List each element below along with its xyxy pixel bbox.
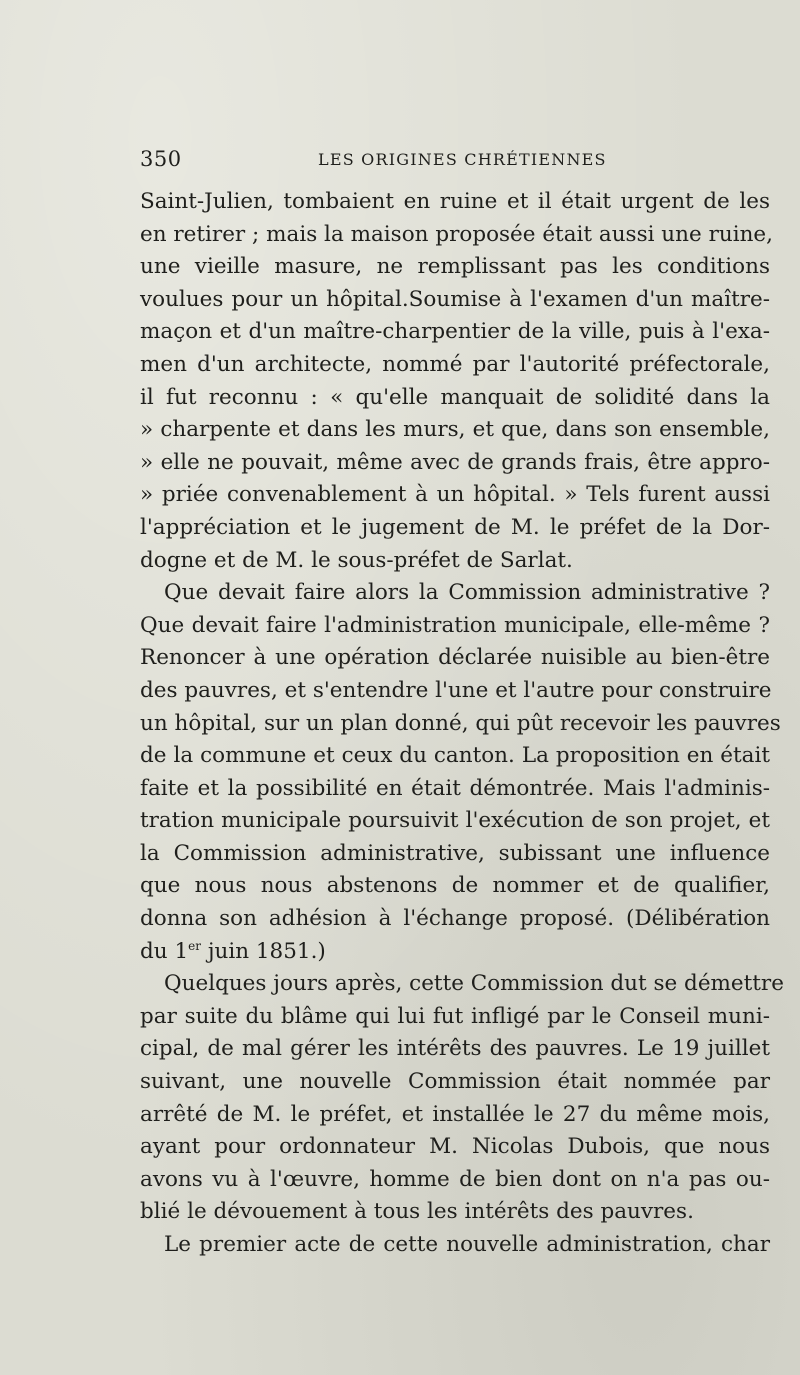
text-line: voulues pour un hôpital.Soumise à l'examen d'un maître- (140, 286, 770, 312)
text-line: l'appréciation et le jugement de M. le préfet de la Dor- (140, 514, 770, 540)
text-line: donna son adhésion à l'échange proposé. (Délibération (140, 906, 770, 932)
text-line: men d'un architecte, nommé par l'autorité préfectorale, (140, 351, 770, 377)
text-line: blié le dévouement à tous les intérêts des pauvres. (140, 1199, 694, 1225)
text-line: avons vu à l'œuvre, homme de bien dont on n'a pas ou- (140, 1166, 770, 1192)
text-line: » elle ne pouvait, même avec de grands frais, être appro- (140, 449, 770, 475)
date-prefix: du 1 (140, 938, 189, 964)
text-line: cipal, de mal gérer les intérêts des pauvres. Le 19 juillet (140, 1036, 770, 1062)
page-number: 350 (140, 147, 182, 171)
text-line: des pauvres, et s'entendre l'une et l'autre pour construire (140, 677, 772, 703)
text-line: ayant pour ordonnateur M. Nicolas Dubois, que nous (140, 1134, 770, 1160)
ordinal-superscript: er (188, 938, 201, 953)
text-line: maçon et d'un maître-charpentier de la ville, puis à l'exa- (140, 319, 770, 345)
text-line: Renoncer à une opération déclarée nuisible au bien-être (140, 645, 770, 671)
text-line: Quelques jours après, cette Commission dut se démettre (164, 971, 784, 997)
text-line (140, 936, 770, 969)
text-line: suivant, une nouvelle Commission était nommée par (140, 1069, 770, 1095)
text-line: » priée convenablement à un hôpital. » Tels furent aussi (140, 482, 770, 508)
running-head (140, 147, 770, 177)
text-line: en retirer ; mais la maison proposée était aussi une ruine, (140, 221, 773, 247)
text-line: Le premier acte de cette nouvelle administration, char (164, 1232, 770, 1257)
text-line: Que devait faire alors la Commission administrative ? (164, 580, 770, 606)
text-line: de la commune et ceux du canton. La proposition en était (140, 743, 770, 769)
body-text (140, 186, 784, 1262)
date-rest: juin 1851.) (207, 938, 326, 964)
text-line: il fut reconnu : « qu'elle manquait de solidité dans la (140, 384, 770, 410)
text-line: par suite du blâme qui lui fut infligé par le Conseil muni- (140, 1003, 770, 1029)
text-line: » charpente et dans les murs, et que, dans son ensemble, (140, 417, 770, 443)
text-line: Saint-Julien, tombaient en ruine et il était urgent de les (140, 189, 770, 214)
text-line: un hôpital, sur un plan donné, qui pût recevoir les pauvres (140, 710, 781, 736)
text-line: Que devait faire l'administration municipale, elle-même ? (140, 612, 770, 638)
text-line: faite et la possibilité en était démontrée. Mais l'adminis- (140, 775, 770, 801)
text-line: une vieille masure, ne remplissant pas les conditions (140, 254, 770, 280)
text-line: arrêté de M. le préfet, et installée le 27 du même mois, (140, 1101, 770, 1127)
text-line: la Commission administrative, subissant une influence (140, 840, 770, 866)
text-line: tration municipale poursuivit l'exécution de son projet, et (140, 808, 770, 834)
text-line: que nous nous abstenons de nommer et de qualifier, (140, 873, 770, 899)
text-line: dogne et de M. le sous-préfet de Sarlat. (140, 547, 573, 573)
running-title: LES ORIGINES CHRÉTIENNES (318, 150, 607, 169)
